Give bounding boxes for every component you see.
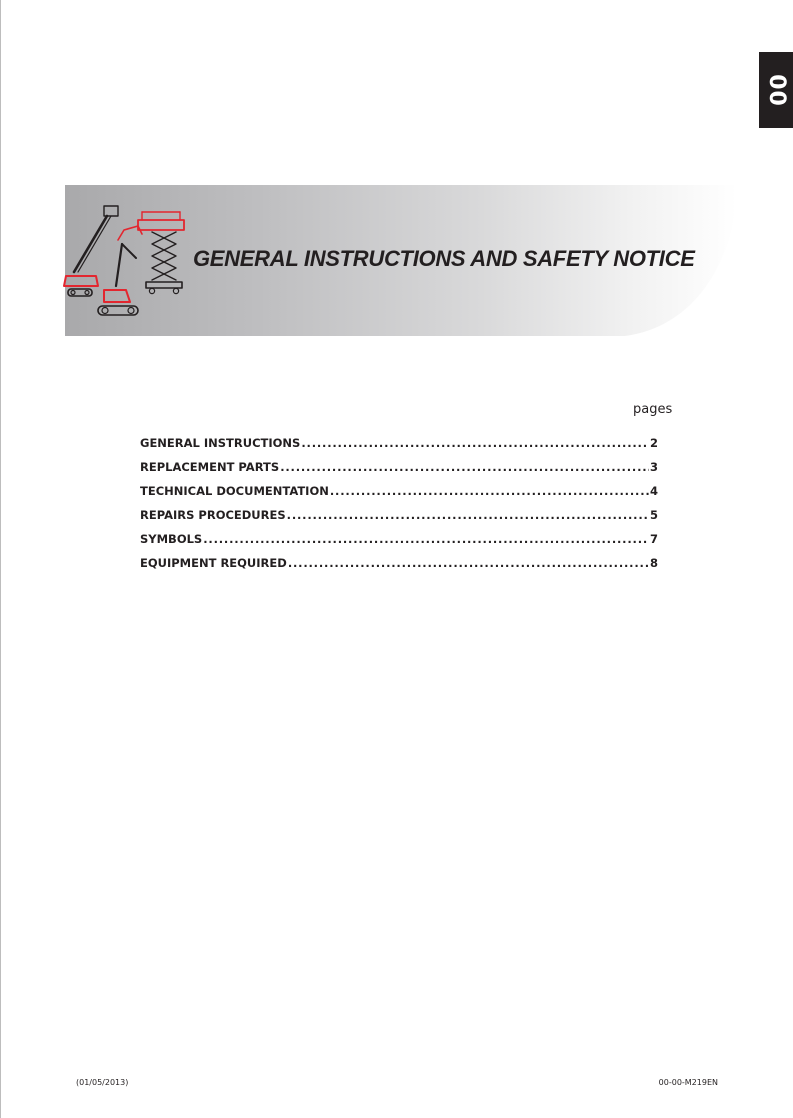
dot-leader	[287, 508, 649, 522]
toc-entry-label: REPAIRS PROCEDURES	[140, 508, 286, 522]
chapter-title: GENERAL INSTRUCTIONS AND SAFETY NOTICE	[193, 246, 695, 271]
footer-date: (01/05/2013)	[76, 1078, 129, 1087]
toc-entry-label: EQUIPMENT REQUIRED	[140, 556, 287, 570]
aerial-platforms-icon	[60, 200, 195, 325]
toc-entry-page: 5	[649, 508, 658, 522]
dot-leader	[301, 436, 649, 450]
toc-entry-label: GENERAL INSTRUCTIONS	[140, 436, 301, 450]
dot-leader	[288, 556, 649, 570]
table-of-contents	[140, 436, 658, 580]
pages-column-label: pages	[633, 402, 673, 417]
toc-entry-label: SYMBOLS	[140, 532, 203, 546]
section-number: 00	[763, 73, 789, 107]
toc-entry-label: REPLACEMENT PARTS	[140, 460, 280, 474]
toc-entry-replacement-parts[interactable]	[140, 460, 658, 484]
toc-entry-repairs-procedures[interactable]	[140, 508, 658, 532]
toc-entry-page: 2	[649, 436, 658, 450]
toc-entry-label: TECHNICAL DOCUMENTATION	[140, 484, 329, 498]
dot-leader	[280, 460, 649, 474]
section-tab	[759, 52, 793, 128]
footer-document-code: 00-00-M219EN	[658, 1078, 718, 1087]
toc-entry-page: 8	[649, 556, 658, 570]
toc-entry-general-instructions[interactable]	[140, 436, 658, 460]
toc-entry-page: 4	[649, 484, 658, 498]
toc-entry-page: 3	[649, 460, 658, 474]
dot-leader	[330, 484, 649, 498]
dot-leader	[203, 532, 649, 546]
toc-entry-page: 7	[649, 532, 658, 546]
toc-entry-technical-documentation[interactable]	[140, 484, 658, 508]
toc-entry-equipment-required[interactable]	[140, 556, 658, 580]
page-edge	[0, 0, 1, 1118]
toc-entry-symbols[interactable]	[140, 532, 658, 556]
